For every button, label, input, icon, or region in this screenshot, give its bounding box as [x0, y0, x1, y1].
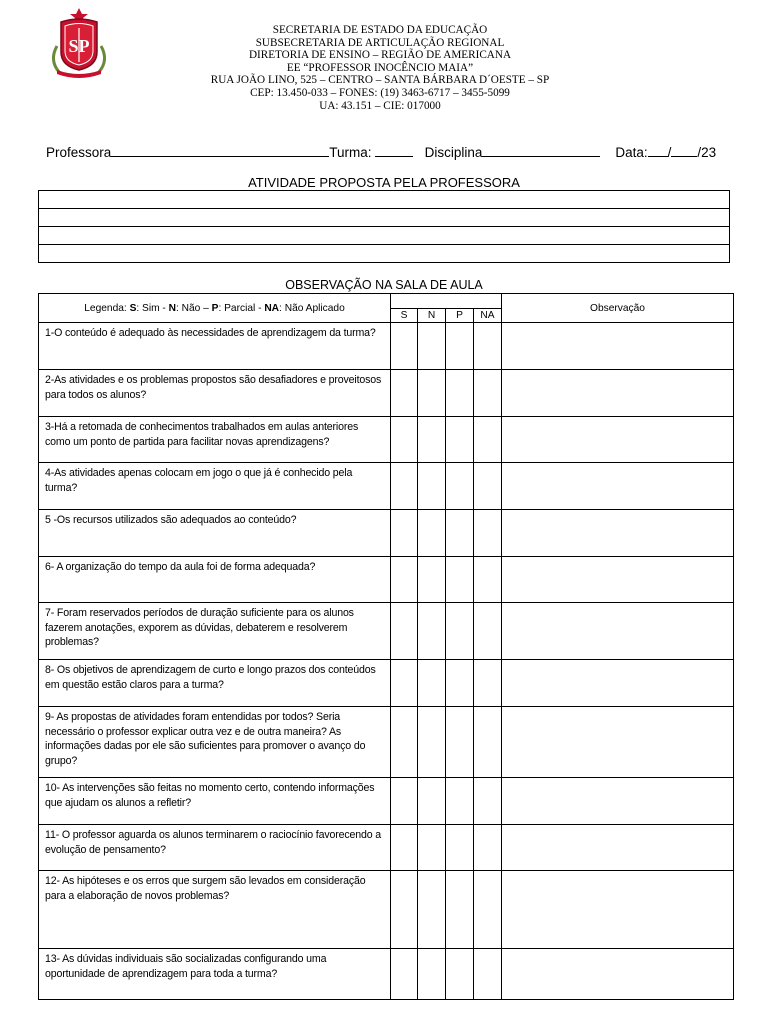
- rating-cell-p[interactable]: [446, 463, 474, 510]
- activity-title: ATIVIDADE PROPOSTA PELA PROFESSORA: [248, 175, 520, 190]
- legend-key-s: S: [129, 302, 137, 314]
- form-fill-row: [46, 144, 736, 160]
- question-row: [39, 778, 734, 825]
- code-header-s: S: [391, 309, 418, 323]
- question-row: [39, 323, 734, 370]
- rating-cell-p[interactable]: [446, 825, 474, 871]
- rating-cell-s[interactable]: [391, 463, 418, 510]
- rating-cell-n[interactable]: [418, 871, 446, 949]
- legend-prefix: Legenda:: [84, 302, 130, 314]
- legend-key-n: N: [168, 302, 176, 314]
- rating-cell-p[interactable]: [446, 707, 474, 778]
- question-text: 13- As dúvidas individuais são socializadas configurando uma oportunidade de aprendizagem para toda a turma?: [39, 949, 391, 1000]
- observation-cell[interactable]: [502, 417, 734, 463]
- header-line-6: CEP: 13.450-033 – FONES: (19) 3463-6717 – 3455-5099: [250, 86, 510, 99]
- logo-lettering: SP: [68, 36, 90, 56]
- question-row: [39, 603, 734, 660]
- question-row: [39, 557, 734, 603]
- rating-header-blank: [391, 294, 502, 309]
- rating-cell-n[interactable]: [418, 417, 446, 463]
- institution-header: [160, 24, 600, 112]
- header-line-7: UA: 43.151 – CIE: 017000: [319, 99, 441, 112]
- class-field[interactable]: [375, 144, 413, 157]
- rating-cell-n[interactable]: [418, 603, 446, 660]
- observation-table: [38, 293, 734, 1000]
- question-row: [39, 510, 734, 557]
- observation-title: OBSERVAÇÃO NA SALA DE AULA: [285, 278, 483, 292]
- question-text: 9- As propostas de atividades foram entendidas por todos? Seria necessário o professor explicar outra vez e de outra maneira? As informações dadas por ele são suficientes para promover o avanço do grupo?: [39, 707, 391, 778]
- question-text: 10- As intervenções são feitas no momento certo, contendo informações que ajudam os alunos a refletir?: [39, 778, 391, 825]
- rating-cell-n[interactable]: [418, 370, 446, 417]
- question-row: [39, 949, 734, 1000]
- date-separator: /: [667, 145, 672, 160]
- activity-line: [39, 226, 729, 227]
- activity-lines-box[interactable]: [38, 190, 730, 263]
- rating-cell-na[interactable]: [474, 871, 502, 949]
- observation-column-header: Observação: [502, 294, 734, 323]
- observation-cell[interactable]: [502, 707, 734, 778]
- rating-cell-s[interactable]: [391, 557, 418, 603]
- code-header-p: P: [446, 309, 474, 323]
- question-text: 1-O conteúdo é adequado às necessidades de aprendizagem da turma?: [39, 323, 391, 370]
- question-row: [39, 370, 734, 417]
- code-header-n: N: [418, 309, 446, 323]
- observation-cell[interactable]: [502, 510, 734, 557]
- header-line-2: SUBSECRETARIA DE ARTICULAÇÃO REGIONAL: [255, 36, 505, 49]
- header-line-3: DIRETORIA DE ENSINO – REGIÃO DE AMERICANA: [248, 49, 512, 62]
- subject-label: Disciplina: [424, 145, 483, 160]
- observation-cell[interactable]: [502, 463, 734, 510]
- rating-cell-na[interactable]: [474, 417, 502, 463]
- header-line-5: RUA JOÃO LINO, 525 – CENTRO – SANTA BÁRBARA D´OESTE – SP: [210, 74, 550, 87]
- question-row: [39, 825, 734, 871]
- rating-cell-p[interactable]: [446, 323, 474, 370]
- rating-cell-p[interactable]: [446, 949, 474, 1000]
- rating-cell-na[interactable]: [474, 370, 502, 417]
- rating-cell-p[interactable]: [446, 603, 474, 660]
- date-day-field[interactable]: [648, 144, 668, 157]
- rating-cell-na[interactable]: [474, 463, 502, 510]
- teacher-label: Professora: [46, 145, 112, 160]
- rating-cell-p[interactable]: [446, 557, 474, 603]
- rating-cell-na[interactable]: [474, 323, 502, 370]
- questions-body: [39, 323, 734, 1000]
- rating-cell-s[interactable]: [391, 949, 418, 1000]
- question-text: 8- Os objetivos de aprendizagem de curto e longo prazos dos conteúdos em questão estão claros para a turma?: [39, 660, 391, 707]
- date-year: /23: [697, 145, 717, 160]
- rating-cell-n[interactable]: [418, 557, 446, 603]
- code-header-na: NA: [474, 309, 502, 323]
- rating-cell-na[interactable]: [474, 660, 502, 707]
- rating-cell-na[interactable]: [474, 949, 502, 1000]
- rating-cell-s[interactable]: [391, 778, 418, 825]
- rating-cell-n[interactable]: [418, 660, 446, 707]
- subject-field[interactable]: [482, 144, 600, 157]
- rating-cell-s[interactable]: [391, 370, 418, 417]
- legend-cell: [39, 294, 391, 323]
- question-text: 11- O professor aguarda os alunos terminarem o raciocínio favorecendo a evolução de pensamento?: [39, 825, 391, 871]
- rating-cell-n[interactable]: [418, 778, 446, 825]
- teacher-field[interactable]: [111, 144, 329, 157]
- rating-cell-p[interactable]: [446, 417, 474, 463]
- rating-cell-p[interactable]: [446, 778, 474, 825]
- rating-cell-n[interactable]: [418, 707, 446, 778]
- date-month-field[interactable]: [671, 144, 697, 157]
- rating-cell-s[interactable]: [391, 510, 418, 557]
- rating-cell-s[interactable]: [391, 707, 418, 778]
- rating-cell-n[interactable]: [418, 463, 446, 510]
- date-label: Data:: [615, 145, 648, 160]
- rating-cell-s[interactable]: [391, 660, 418, 707]
- legend-text-n: : Não –: [175, 302, 212, 314]
- activity-line: [39, 244, 729, 245]
- rating-cell-s[interactable]: [391, 603, 418, 660]
- rating-cell-s[interactable]: [391, 417, 418, 463]
- observation-cell[interactable]: [502, 603, 734, 660]
- question-text: 4-As atividades apenas colocam em jogo o que já é conhecido pela turma?: [39, 463, 391, 510]
- header-line-1: SECRETARIA DE ESTADO DA EDUCAÇÃO: [272, 24, 488, 36]
- observation-cell[interactable]: [502, 871, 734, 949]
- question-row: [39, 871, 734, 949]
- legend-text-s: : Sim -: [136, 302, 169, 314]
- observation-cell[interactable]: [502, 949, 734, 1000]
- observation-cell[interactable]: [502, 778, 734, 825]
- question-text: 7- Foram reservados períodos de duração suficiente para os alunos fazerem anotações, exporem as dúvidas, debaterem e resolverem problemas?: [39, 603, 391, 660]
- legend-key-p: P: [211, 302, 219, 314]
- rating-cell-p[interactable]: [446, 370, 474, 417]
- sao-paulo-coat-of-arms-icon: [47, 8, 111, 78]
- legend-text-na: : Não Aplicado: [279, 302, 345, 314]
- observation-cell[interactable]: [502, 323, 734, 370]
- class-label: Turma:: [329, 145, 372, 160]
- question-row: [39, 463, 734, 510]
- question-text: 3-Há a retomada de conhecimentos trabalhados em aulas anteriores como um ponto de partida para facilitar novas aprendizagens?: [39, 417, 391, 463]
- observation-cell[interactable]: [502, 370, 734, 417]
- observation-cell[interactable]: [502, 825, 734, 871]
- rating-cell-n[interactable]: [418, 949, 446, 1000]
- rating-cell-na[interactable]: [474, 603, 502, 660]
- rating-cell-p[interactable]: [446, 871, 474, 949]
- question-row: [39, 660, 734, 707]
- legend-key-na: NA: [264, 302, 280, 314]
- legend-text-p: : Parcial -: [218, 302, 265, 314]
- rating-cell-na[interactable]: [474, 825, 502, 871]
- question-row: [39, 707, 734, 778]
- rating-cell-na[interactable]: [474, 707, 502, 778]
- question-text: 2-As atividades e os problemas propostos são desafiadores e proveitosos para todos os alunos?: [39, 370, 391, 417]
- rating-cell-na[interactable]: [474, 557, 502, 603]
- observation-cell[interactable]: [502, 660, 734, 707]
- rating-cell-s[interactable]: [391, 323, 418, 370]
- question-text: 6- A organização do tempo da aula foi de forma adequada?: [39, 557, 391, 603]
- activity-line: [39, 208, 729, 209]
- rating-cell-s[interactable]: [391, 871, 418, 949]
- rating-cell-n[interactable]: [418, 323, 446, 370]
- rating-cell-na[interactable]: [474, 778, 502, 825]
- rating-cell-n[interactable]: [418, 510, 446, 557]
- question-text: 5 -Os recursos utilizados são adequados ao conteúdo?: [39, 510, 391, 557]
- rating-cell-n[interactable]: [418, 825, 446, 871]
- question-text: 12- As hipóteses e os erros que surgem são levados em consideração para a elaboração de novos problemas?: [39, 871, 391, 949]
- rating-cell-p[interactable]: [446, 660, 474, 707]
- rating-cell-na[interactable]: [474, 510, 502, 557]
- question-row: [39, 417, 734, 463]
- rating-cell-s[interactable]: [391, 825, 418, 871]
- rating-cell-p[interactable]: [446, 510, 474, 557]
- header-line-4: EE “PROFESSOR INOCÊNCIO MAIA”: [286, 61, 474, 74]
- coat-of-arms-logo: [47, 8, 111, 78]
- observation-cell[interactable]: [502, 557, 734, 603]
